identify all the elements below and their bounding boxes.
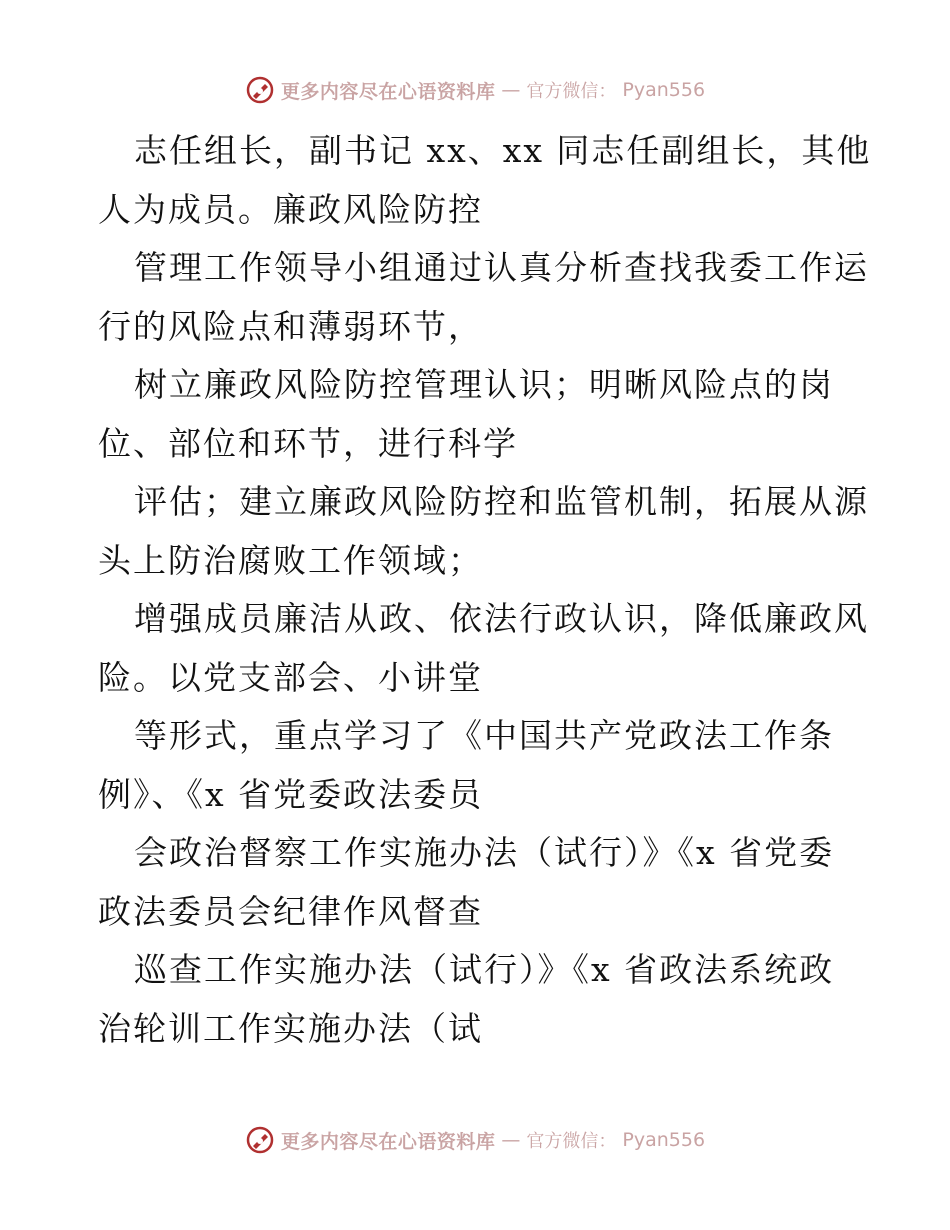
footer-watermark xyxy=(0,1120,950,1160)
text-line: 树立廉政风险防控管理认识；明晰风险点的岗 xyxy=(134,365,834,404)
text-line: 会政治督察工作实施办法（试行）》《x 省党委 xyxy=(134,833,835,872)
watermark-label: 官方微信： xyxy=(526,1131,617,1152)
watermark-label: 官方微信： xyxy=(526,81,617,102)
text-line: 险。以党支部会、小讲堂 xyxy=(98,657,483,697)
watermark-text: 更多内容尽在心语资料库 xyxy=(280,80,496,103)
watermark-separator: — xyxy=(501,79,521,101)
text-line: 例》、《x 省党委政法委员 xyxy=(98,774,484,814)
text-line: 头上防治腐败工作领域； xyxy=(98,540,483,580)
text-line: 政法委员会纪律作风督查 xyxy=(98,891,483,931)
header-watermark xyxy=(0,70,950,110)
text-line: 位、部位和环节，进行科学 xyxy=(98,423,518,463)
pen-logo-icon xyxy=(245,75,275,105)
watermark-wechat-id: Pyan556 xyxy=(622,79,706,101)
text-line: 人为成员。廉政风险防控 xyxy=(98,189,483,229)
text-line: 增强成员廉洁从政、依法行政认识，降低廉政风 xyxy=(134,599,869,638)
text-line: 等形式，重点学习了《中国共产党政法工作条 xyxy=(134,716,834,755)
document-body xyxy=(98,122,872,1058)
text-line: 志任组长，副书记 xx、xx 同志任副组长，其他 xyxy=(134,131,872,170)
text-line: 评估；建立廉政风险防控和监管机制，拓展从源 xyxy=(134,482,869,521)
text-line: 管理工作领导小组通过认真分析查找我委工作运 xyxy=(134,248,869,287)
text-line: 治轮训工作实施办法（试 xyxy=(98,1008,483,1048)
watermark-wechat-id: Pyan556 xyxy=(622,1129,706,1151)
watermark-separator: — xyxy=(501,1129,521,1151)
watermark-text: 更多内容尽在心语资料库 xyxy=(280,1130,496,1153)
text-line: 巡查工作实施办法（试行）》《x 省政法系统政 xyxy=(134,950,835,989)
text-line: 行的风险点和薄弱环节， xyxy=(98,306,483,346)
pen-logo-icon xyxy=(245,1125,275,1155)
